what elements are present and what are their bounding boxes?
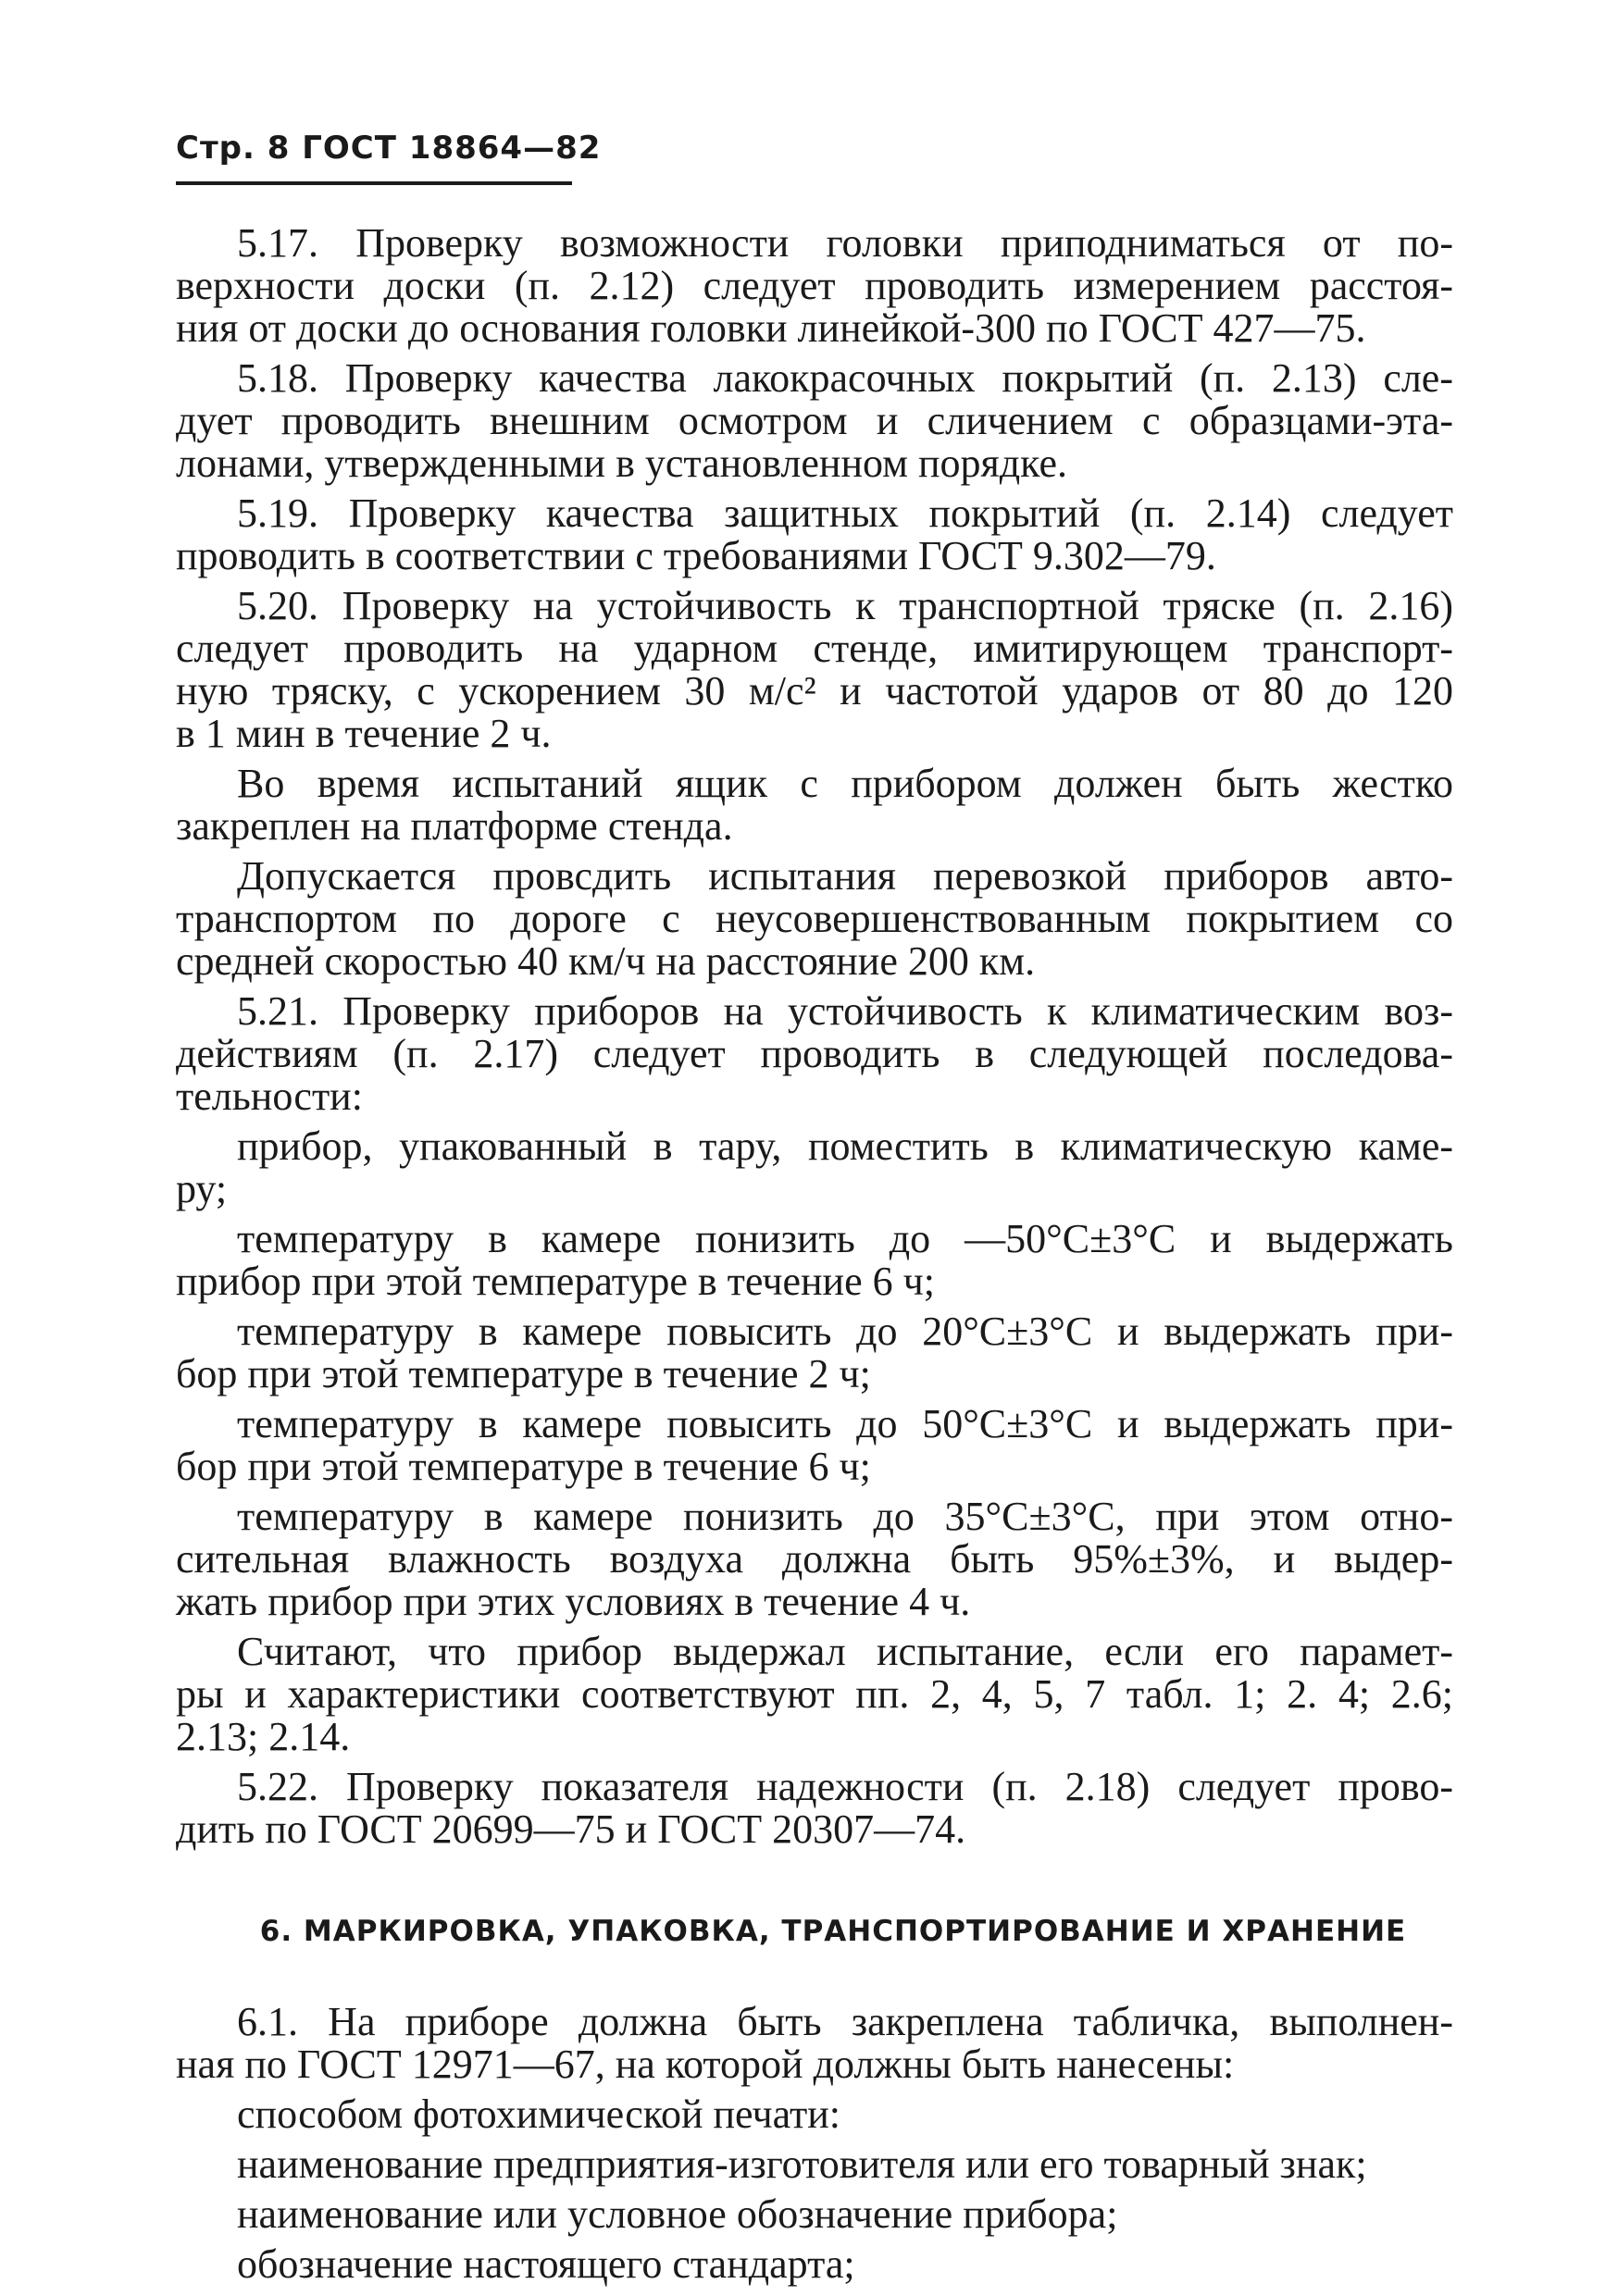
text-line: ру;	[176, 1166, 228, 1211]
text-line: жать прибор при этих условиях в течение 4 ч.	[176, 1579, 971, 1624]
text-line: лонами, утвержденными в установленном порядке.	[176, 441, 1067, 486]
text-line: прибор, упакованный в тару, поместить в климатическую каме-	[237, 1123, 1453, 1169]
text-line: верхности доски (п. 2.12) следует проводить измерением расстоя-	[176, 263, 1453, 308]
section-heading: 6. МАРКИРОВКА, УПАКОВКА, ТРАНСПОРТИРОВАНИЕ И ХРАНЕНИЕ	[259, 1915, 1407, 1948]
paragraph	[176, 1125, 1453, 1210]
paragraphs-section-5	[176, 222, 1453, 1858]
text-line: действиям (п. 2.17) следует проводить в следующей последова-	[176, 1031, 1453, 1076]
text-line: следует проводить на ударном стенде, имитирующем транспорт-	[176, 626, 1453, 671]
paragraph-gap	[176, 1851, 1453, 1858]
paragraph	[176, 1310, 1453, 1396]
paragraphs-section-6	[176, 2001, 1453, 2293]
text-line: Считают, что прибор выдержал испытание, если его парамет-	[237, 1629, 1453, 1674]
text-line: 5.20. Проверку на устойчивость к транспортной тряске (п. 2.16)	[237, 583, 1453, 628]
text-line: Допускается провсдить испытания перевозкой приборов авто-	[237, 853, 1453, 899]
text-line: прибор при этой температуре в течение 6 ч;	[176, 1259, 935, 1304]
text-line: способом фотохимической печати:	[237, 2091, 840, 2137]
paragraph	[176, 1496, 1453, 1623]
text-line: температуру в камере понизить до —50°C±3°C и выдержать	[237, 1216, 1453, 1261]
paragraph	[176, 2093, 1453, 2136]
text-line: дует проводить внешним осмотром и сличением с образцами-эта-	[176, 398, 1453, 443]
header-rule	[176, 181, 572, 185]
text-line: бор при этой температуре в течение 6 ч;	[176, 1444, 871, 1489]
paragraph	[176, 1766, 1453, 1851]
text-line: 5.19. Проверку качества защитных покрытий (п. 2.14) следует	[237, 490, 1453, 536]
text-line: закреплен на платформе стенда.	[176, 803, 733, 849]
paragraph	[176, 2243, 1453, 2286]
paragraph	[176, 2143, 1453, 2186]
paragraph	[176, 492, 1453, 577]
text-line: 5.22. Проверку показателя надежности (п. 2.18) следует прово-	[237, 1764, 1453, 1809]
text-line: Во время испытаний ящик с прибором должен быть жестко	[237, 761, 1453, 806]
paragraph	[176, 990, 1453, 1118]
paragraph	[176, 1631, 1453, 1758]
text-line: транспортом по дороге с неусовершенствованным покрытием со	[176, 896, 1453, 941]
paragraph-gap	[176, 2286, 1453, 2293]
document-body	[176, 222, 1453, 2293]
text-line: наименование предприятия-изготовителя или его товарный знак;	[237, 2141, 1367, 2187]
text-line: дить по ГОСТ 20699—75 и ГОСТ 20307—74.	[176, 1806, 966, 1852]
text-line: ния от доски до основания головки линейкой-300 по ГОСТ 427—75.	[176, 305, 1366, 351]
text-line: в 1 мин в течение 2 ч.	[176, 711, 552, 756]
text-line: 6.1. На приборе должна быть закреплена табличка, выполнен-	[237, 1999, 1453, 2044]
text-line: температуру в камере повысить до 20°C±3°C и выдержать при-	[237, 1309, 1453, 1354]
text-line: проводить в соответствии с требованиями ГОСТ 9.302—79.	[176, 533, 1216, 578]
text-line: 5.21. Проверку приборов на устойчивость к климатическим воз-	[237, 988, 1453, 1034]
text-line: обозначение настоящего стандарта;	[237, 2241, 855, 2287]
text-line: тельности:	[176, 1074, 363, 1119]
text-line: сительная влажность воздуха должна быть 95%±3%, и выдер-	[176, 1536, 1453, 1582]
paragraph	[176, 763, 1453, 848]
text-line: бор при этой температуре в течение 2 ч;	[176, 1351, 871, 1396]
paragraph	[176, 357, 1453, 485]
text-line: температуру в камере повысить до 50°C±3°C и выдержать при-	[237, 1401, 1453, 1446]
text-line: температуру в камере понизить до 35°C±3°C, при этом отно-	[237, 1494, 1453, 1539]
paragraph	[176, 585, 1453, 755]
paragraph	[176, 1218, 1453, 1303]
paragraph	[176, 222, 1453, 350]
text-line: 5.17. Проверку возможности головки приподниматься от по-	[237, 220, 1453, 266]
text-line: средней скоростью 40 км/ч на расстояние 200 км.	[176, 938, 1036, 984]
text-line: 5.18. Проверку качества лакокрасочных покрытий (п. 2.13) сле-	[237, 355, 1453, 401]
paragraph	[176, 2001, 1453, 2086]
text-line: ры и характеристики соответствуют пп. 2, 4, 5, 7 табл. 1; 2. 4; 2.6;	[176, 1671, 1453, 1717]
text-line: ная по ГОСТ 12971—67, на которой должны быть нанесены:	[176, 2042, 1235, 2087]
text-line: наименование или условное обозначение прибора;	[237, 2191, 1118, 2237]
paragraph	[176, 855, 1453, 983]
text-line: ную тряску, с ускорением 30 м/с² и частотой ударов от 80 до 120	[176, 668, 1453, 714]
running-header: Стр. 8 ГОСТ 18864—82	[176, 130, 602, 167]
paragraph	[176, 1403, 1453, 1488]
paragraph	[176, 2193, 1453, 2236]
text-line: 2.13; 2.14.	[176, 1714, 351, 1759]
